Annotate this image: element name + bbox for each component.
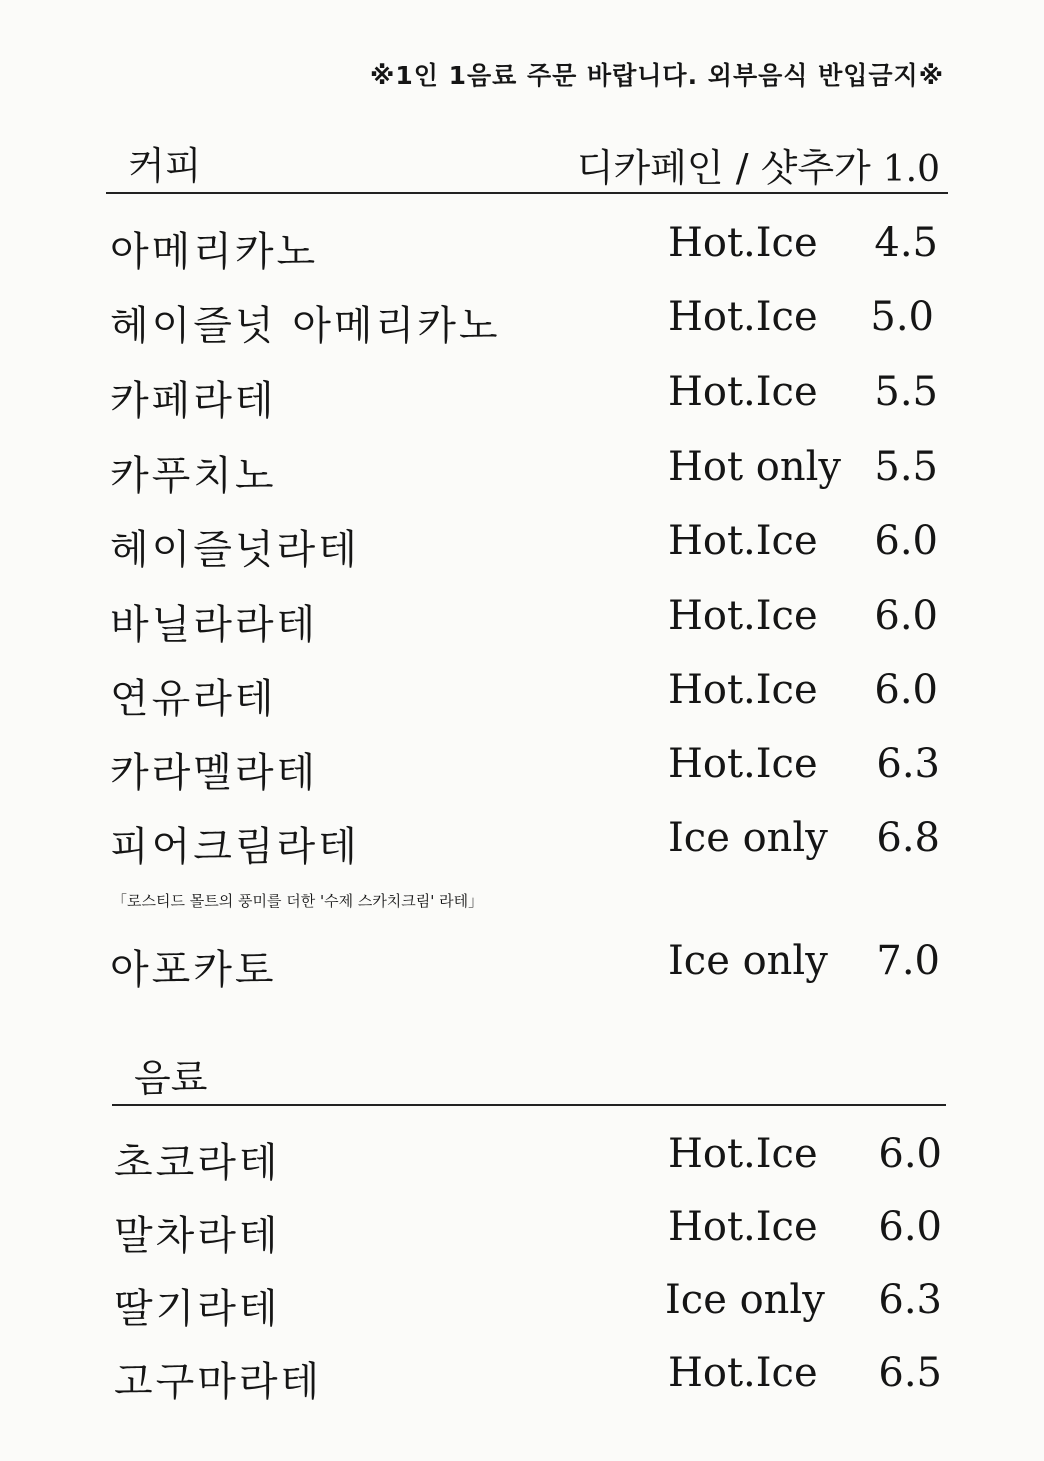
item-name: 연유라테 xyxy=(110,676,277,722)
menu-item xyxy=(0,365,1044,424)
item-name: 고구마라테 xyxy=(114,1359,323,1405)
item-price: 5.0 xyxy=(870,294,934,340)
item-price: 6.0 xyxy=(874,518,938,564)
item-price: 6.3 xyxy=(876,741,940,787)
menu-item xyxy=(0,663,1044,722)
item-name: 카페라테 xyxy=(110,378,277,424)
item-name: 아포카토 xyxy=(110,947,277,993)
drinks-section-title: 음료 xyxy=(134,1056,208,1100)
item-price: 6.3 xyxy=(878,1277,942,1323)
item-temperature: Ice only xyxy=(665,1277,825,1323)
item-price: 6.0 xyxy=(878,1204,942,1250)
item-temperature: Hot.Ice xyxy=(668,741,818,787)
item-name: 바닐라라테 xyxy=(110,602,319,648)
item-temperature: Hot.Ice xyxy=(668,220,818,266)
menu-item xyxy=(0,1273,1044,1332)
item-price: 5.5 xyxy=(874,369,938,415)
item-price: 5.5 xyxy=(874,444,938,490)
item-name: 카푸치노 xyxy=(110,453,277,499)
menu-item xyxy=(0,216,1044,275)
item-price: 6.0 xyxy=(874,593,938,639)
menu-item xyxy=(0,514,1044,573)
menu-item xyxy=(0,440,1044,499)
item-price: 6.8 xyxy=(876,815,940,861)
order-notice: ※1인 1음료 주문 바랍니다. 외부음식 반입금지※ xyxy=(370,61,944,90)
item-description: 「로스티드 몰트의 풍미를 더한 '수제 스카치크림' 라테」 xyxy=(112,892,484,910)
menu-item xyxy=(0,1346,1044,1405)
item-name: 헤이즐넛 아메리카노 xyxy=(110,303,501,349)
item-price: 6.0 xyxy=(878,1131,942,1177)
menu-item xyxy=(0,589,1044,648)
item-price: 6.5 xyxy=(878,1350,942,1396)
menu-item xyxy=(0,1127,1044,1186)
item-name: 카라멜라테 xyxy=(110,750,319,796)
item-temperature: Ice only xyxy=(668,938,828,984)
item-name: 피어크림라테 xyxy=(110,824,360,870)
decaf-shot-option xyxy=(577,137,940,192)
item-price: 7.0 xyxy=(876,938,940,984)
item-temperature: Hot only xyxy=(668,444,841,490)
decaf-shot-label: 디카페인 / 샷추가 xyxy=(576,146,871,190)
item-temperature: Hot.Ice xyxy=(668,593,818,639)
decaf-shot-price: 1.0 xyxy=(882,149,940,190)
item-name: 아메리카노 xyxy=(110,229,319,275)
section-divider xyxy=(112,1104,946,1106)
drinks-section-header xyxy=(112,1052,946,1106)
item-temperature: Hot.Ice xyxy=(668,369,818,415)
item-price: 6.0 xyxy=(874,667,938,713)
coffee-section-title: 커피 xyxy=(128,144,202,188)
item-temperature: Hot.Ice xyxy=(668,1131,818,1177)
item-temperature: Hot.Ice xyxy=(668,1350,818,1396)
item-temperature: Hot.Ice xyxy=(668,667,818,713)
menu-item xyxy=(0,1200,1044,1259)
item-price: 4.5 xyxy=(874,220,938,266)
item-name: 딸기라테 xyxy=(114,1286,281,1332)
item-temperature: Hot.Ice xyxy=(668,294,818,340)
item-name: 헤이즐넛라테 xyxy=(110,527,360,573)
item-temperature: Hot.Ice xyxy=(668,1204,818,1250)
coffee-section-header xyxy=(106,140,948,194)
item-name: 초코라테 xyxy=(114,1140,281,1186)
menu-item xyxy=(0,811,1044,870)
section-divider xyxy=(106,192,948,194)
item-temperature: Ice only xyxy=(668,815,828,861)
menu-item xyxy=(0,934,1044,993)
item-temperature: Hot.Ice xyxy=(668,518,818,564)
item-name: 말차라테 xyxy=(114,1213,281,1259)
menu-item xyxy=(0,290,1044,349)
menu-item xyxy=(0,737,1044,796)
